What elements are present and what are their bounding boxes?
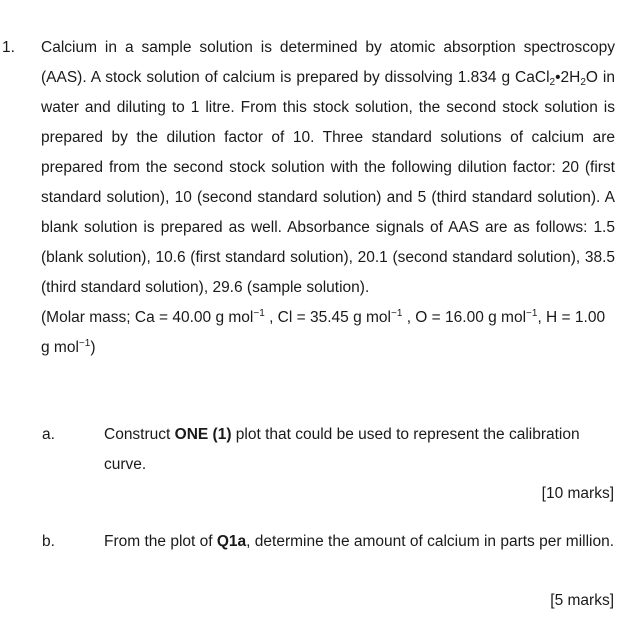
formula-subscript-2: 2 bbox=[580, 77, 586, 88]
molar-close: ) bbox=[90, 339, 96, 356]
part-b-text-post: , determine the amount of calcium in parts per million. bbox=[246, 533, 615, 550]
exp-o: −1 bbox=[526, 308, 538, 319]
part-b-marks: [5 marks] bbox=[550, 592, 614, 609]
exp-ca: −1 bbox=[253, 308, 265, 319]
molar-o: , O = 16.00 g mol bbox=[402, 309, 527, 326]
formula-subscript-1: 2 bbox=[549, 77, 556, 88]
question-intro bbox=[41, 33, 615, 303]
part-a-text-post: plot that could be used to represent the calibration curve. bbox=[104, 426, 580, 473]
formula-mid: •2H bbox=[555, 69, 581, 86]
exp-h: −1 bbox=[78, 338, 91, 349]
part-b-text-bold: Q1a bbox=[216, 533, 247, 550]
question-body bbox=[41, 33, 615, 363]
molar-mass-line bbox=[41, 303, 615, 363]
part-b-letter: b. bbox=[42, 533, 55, 550]
part-a-text-bold: ONE (1) bbox=[174, 426, 232, 443]
question-number: 1. bbox=[2, 39, 15, 56]
part-a-text-pre: Construct bbox=[104, 426, 175, 443]
part-b-text bbox=[104, 527, 620, 557]
intro-text-1: Calcium in a sample solution is determined by atomic absorption spectroscopy (AAS). A stock solution of calcium is prepared by dissolving 1.834 g CaCl bbox=[41, 39, 615, 86]
part-a-letter: a. bbox=[42, 426, 55, 443]
molar-ca: (Molar mass; Ca = 40.00 g mol bbox=[41, 309, 254, 326]
molar-h: , H = 1.00 g mol bbox=[41, 309, 606, 356]
part-b-text-pre: From the plot of bbox=[104, 533, 217, 550]
intro-text-2: O in water and diluting to 1 litre. From this stock solution, the second stock solution is prepared by the dilution factor of 10. Three standard solutions of calcium are prepared from the second stock solution with the following dilution factor: 20 (first standard solution), 10 (second standard solution) and 5 (third standard solution). A blank solution is prepared as well. Absorbance signals of AAS are as follows: 1.5 (blank solution), 10.6 (first standard solution), 20.1 (second standard solution), 38.5 (third standard solution), 29.6 (sample solution). bbox=[41, 69, 615, 296]
exp-cl: −1 bbox=[390, 308, 403, 319]
molar-cl: , Cl = 35.45 g mol bbox=[264, 309, 391, 326]
part-a-text bbox=[104, 420, 620, 480]
part-a-marks: [10 marks] bbox=[541, 485, 614, 502]
